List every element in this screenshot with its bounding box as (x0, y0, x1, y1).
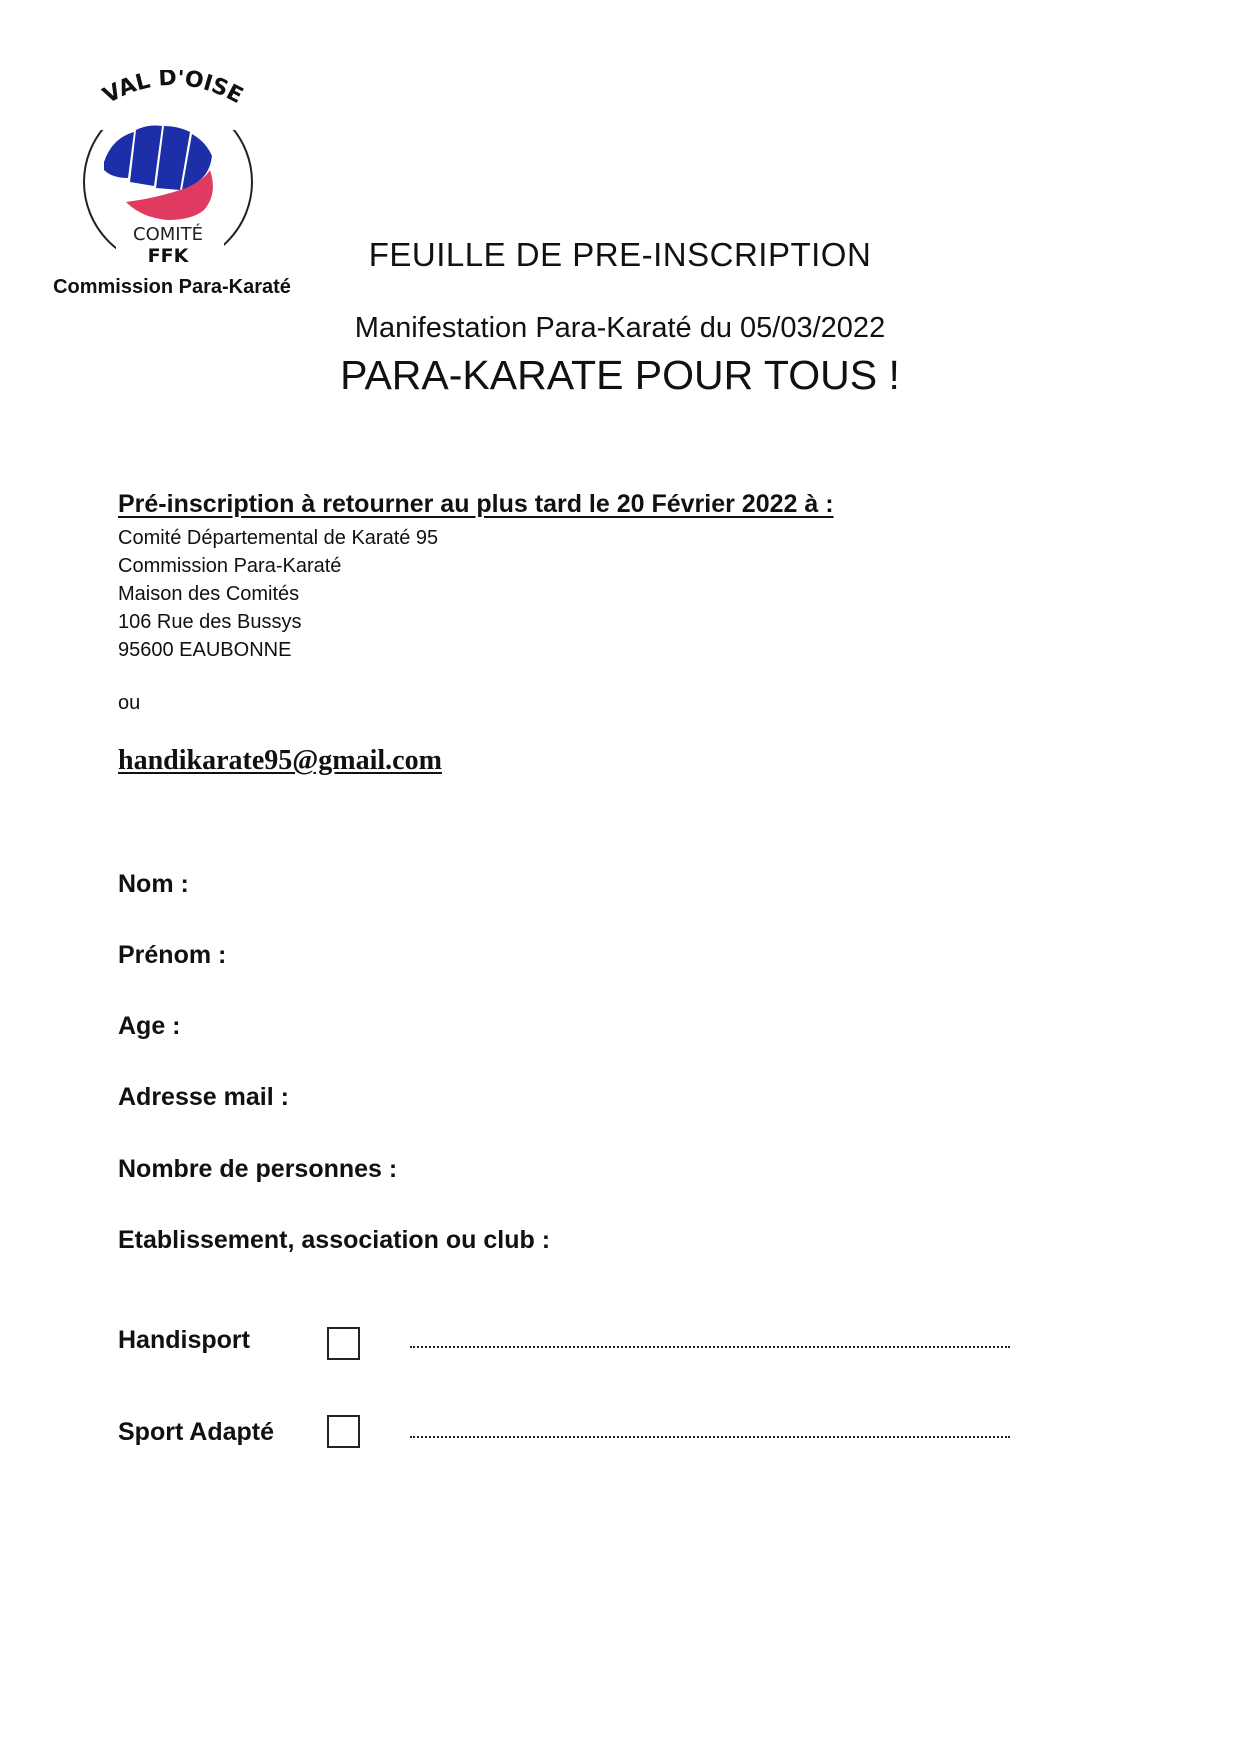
address-line: 95600 EAUBONNE (118, 639, 292, 661)
field-etablissement: Etablissement, association ou club : (118, 1226, 551, 1254)
field-adresse-mail: Adresse mail : (118, 1083, 289, 1111)
return-heading: Pré-inscription à retourner au plus tard le 20 Février 2022 à : (118, 490, 834, 518)
field-prenom: Prénom : (118, 941, 227, 969)
event-name: PARA-KARATE POUR TOUS ! (340, 352, 900, 398)
fist-icon (104, 126, 212, 193)
ffk-val-doise-logo (68, 70, 278, 270)
event-line: Manifestation Para-Karaté du 05/03/2022 (354, 312, 886, 344)
address-line: Maison des Comités (118, 583, 300, 605)
fill-line-sport-adapte[interactable] (410, 1434, 1010, 1438)
field-nombre-personnes: Nombre de personnes : (118, 1155, 398, 1183)
field-nom: Nom : (118, 870, 189, 898)
postal-address (118, 524, 438, 664)
checkbox-handisport[interactable] (327, 1327, 360, 1360)
field-age: Age : (118, 1012, 181, 1040)
option-label-sport-adapte: Sport Adapté (118, 1418, 275, 1446)
commission-label: Commission Para-Karaté (53, 276, 291, 298)
logo-comite-text: COMITÉ (133, 224, 203, 245)
address-line: Comité Départemental de Karaté 95 (118, 527, 439, 549)
checkbox-sport-adapte[interactable] (327, 1415, 360, 1448)
logo (68, 70, 278, 270)
logo-ffk-text: FFK (147, 245, 189, 267)
or-text: ou (118, 692, 141, 714)
logo-arc-text: VAL D'OISE (99, 70, 247, 109)
address-line: 106 Rue des Bussys (118, 611, 302, 633)
email-link[interactable]: handikarate95@gmail.com (118, 745, 442, 776)
fill-line-handisport[interactable] (410, 1344, 1010, 1348)
address-line: Commission Para-Karaté (118, 555, 342, 577)
page-title: FEUILLE DE PRE-INSCRIPTION (368, 236, 872, 273)
option-label-handisport: Handisport (118, 1326, 250, 1354)
